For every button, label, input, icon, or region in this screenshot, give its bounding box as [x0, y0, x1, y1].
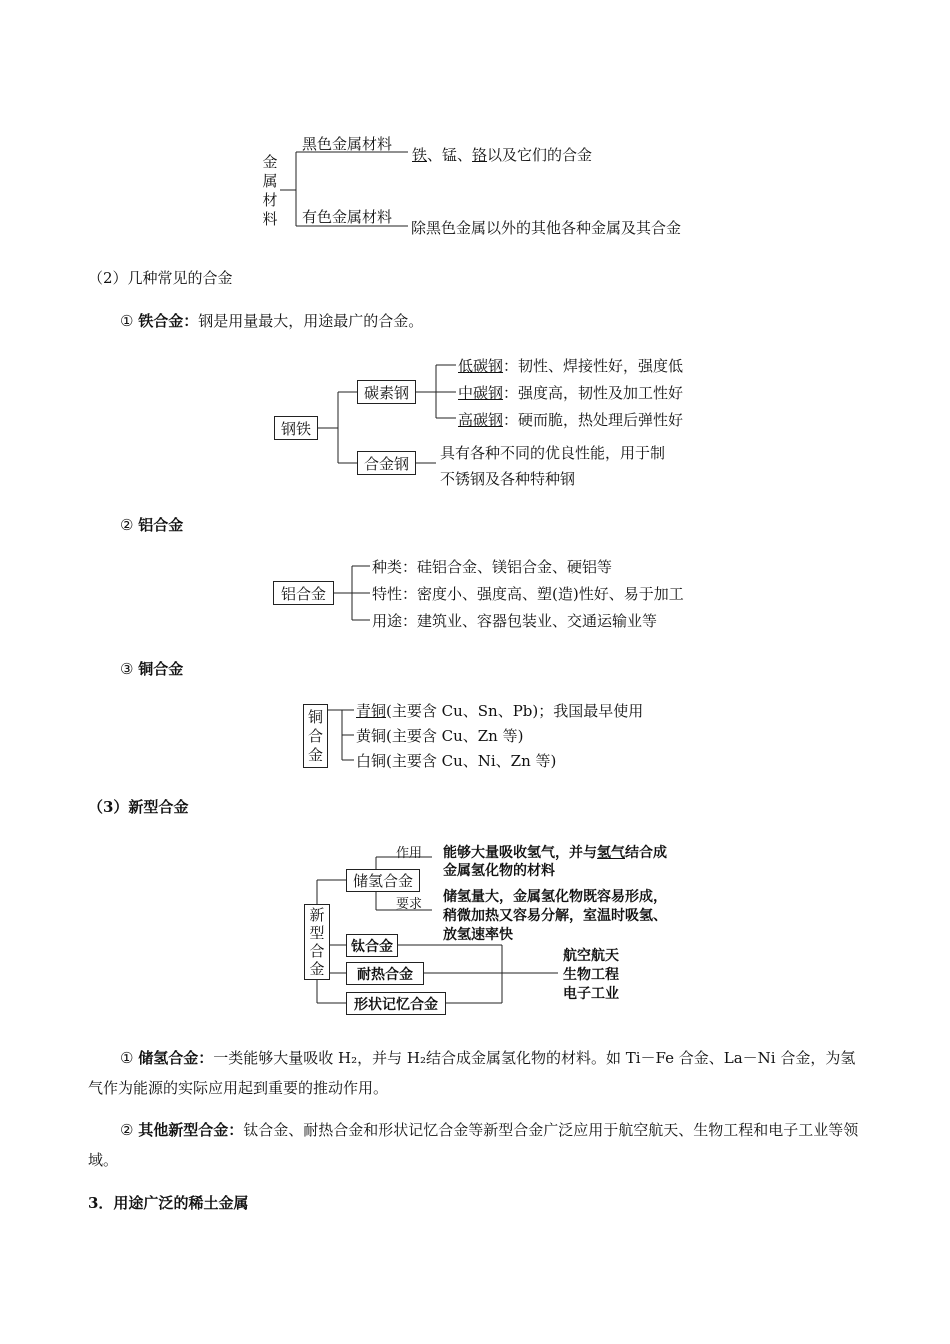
root-char: 金 — [309, 960, 325, 978]
root-char: 铜 — [307, 707, 323, 726]
low-carbon-label: 低碳钢 — [458, 357, 504, 375]
application-aerospace: 航空航天 — [563, 948, 619, 964]
aluminum-alloy-title — [120, 514, 183, 535]
copper-alloy-title — [120, 658, 183, 679]
aluminum-alloy-label: 铝合金 — [138, 516, 184, 534]
root-char: 金 — [307, 745, 323, 764]
requirement-line-1: 储氢量大，金属氢化物既容易形成， — [443, 889, 667, 905]
role-text-line-1 — [443, 842, 667, 862]
item-number: ① — [120, 1049, 134, 1067]
section-3-heading: （3）新型合金 — [88, 798, 189, 816]
role-text-line-2: 金属氢化物的材料 — [443, 863, 555, 879]
ferrous-items — [412, 144, 592, 165]
low-carbon-desc: ：韧性、焊接性好，强度低 — [503, 357, 684, 375]
brass-line: 黄铜(主要含 Cu、Zn 等) — [356, 727, 524, 745]
medium-carbon-steel — [458, 382, 683, 403]
metal-materials-root — [261, 153, 279, 229]
medium-carbon-label: 中碳钢 — [458, 384, 504, 402]
requirement-label: 要求 — [396, 897, 423, 912]
iron-item: 铁 — [412, 146, 428, 164]
other-new-alloys-paragraph — [88, 1115, 870, 1175]
section-rare-earth-heading: 3．用途广泛的稀土金属 — [88, 1194, 249, 1212]
root-char: 合 — [309, 942, 325, 960]
root-char: 金 — [262, 153, 278, 171]
ferrous-label: 黑色金属材料 — [302, 135, 393, 153]
item-number: ③ — [120, 660, 134, 678]
hydrogen-storage-box: 储氢合金 — [346, 869, 420, 892]
high-carbon-steel — [458, 409, 683, 430]
root-char: 材 — [262, 191, 278, 209]
high-carbon-label: 高碳钢 — [458, 411, 504, 429]
nonferrous-desc: 除黑色金属以外的其他各种金属及其合金 — [411, 219, 682, 237]
manganese-item: 、锰、 — [427, 146, 473, 164]
steel-root-box: 钢铁 — [274, 416, 318, 440]
titanium-alloy-box: 钛合金 — [346, 934, 398, 957]
item-number: ① — [120, 312, 134, 330]
bronze-desc: (主要含 Cu、Sn、Pb)；我国最早使用 — [386, 702, 644, 720]
role-label: 作用 — [396, 846, 423, 861]
aluminum-kinds: 种类：硅铝合金、镁铝合金、硬铝等 — [372, 558, 613, 576]
item-number: ② — [120, 1121, 134, 1139]
alloy-steel-box: 合金钢 — [357, 451, 416, 475]
root-char: 料 — [262, 210, 278, 228]
paragraph-bold-term: 储氢合金： — [138, 1049, 214, 1067]
high-carbon-desc: ：硬而脆，热处理后弹性好 — [503, 411, 684, 429]
low-carbon-steel — [458, 355, 683, 376]
iron-alloy-label: 铁合金： — [138, 312, 199, 330]
item-number: ② — [120, 516, 134, 534]
nonferrous-label: 有色金属材料 — [302, 208, 393, 226]
hydrogen-storage-paragraph — [88, 1043, 870, 1103]
copper-root-box — [303, 704, 328, 768]
iron-alloy-title — [120, 310, 423, 331]
copper-alloy-label: 铜合金 — [138, 660, 184, 678]
role-text-part: 结合成 — [625, 845, 667, 861]
alloy-steel-desc-2: 不锈钢及各种特种钢 — [440, 470, 576, 488]
aluminum-root-box: 铝合金 — [273, 581, 334, 605]
section-2-heading: （2）几种常见的合金 — [88, 269, 233, 287]
root-char: 合 — [307, 726, 323, 745]
bronze-label: 青铜 — [356, 702, 387, 720]
white-copper-line: 白铜(主要含 Cu、Ni、Zn 等) — [356, 752, 557, 770]
root-char: 新 — [309, 906, 325, 924]
chromium-item: 铬 — [472, 146, 488, 164]
role-text-part: 能够大量吸收氢气，并与 — [443, 845, 597, 861]
requirement-line-2: 稍微加热又容易分解，室温时吸氢、 — [443, 908, 667, 924]
application-bioengineering: 生物工程 — [563, 967, 619, 983]
heat-resistant-alloy-box: 耐热合金 — [346, 962, 424, 985]
paragraph-text: 一类能够大量吸收 H₂，并与 H₂结合成金属氢化物的材料。如 Ti－Fe 合金、La－Ni 合金，为氢气作为能源的实际应用起到重要的推动作用。 — [88, 1049, 856, 1097]
bronze-line — [356, 700, 643, 721]
ferrous-suffix: 以及它们的合金 — [487, 146, 593, 164]
medium-carbon-desc: ：强度高，韧性及加工性好 — [503, 384, 684, 402]
new-alloy-root-box — [304, 904, 330, 980]
carbon-steel-box: 碳素钢 — [357, 380, 416, 404]
requirement-line-3: 放氢速率快 — [443, 927, 513, 943]
aluminum-properties: 特性：密度小、强度高、塑(造)性好、易于加工 — [372, 585, 684, 603]
root-char: 属 — [262, 172, 278, 190]
application-electronics: 电子工业 — [563, 986, 619, 1002]
paragraph-text: 钛合金、耐热合金和形状记忆合金等新型合金广泛应用于航空航天、生物工程和电子工业等领域。 — [88, 1121, 859, 1169]
role-text-hydrogen: 氢气 — [597, 845, 625, 861]
alloy-steel-desc-1: 具有各种不同的优良性能，用于制 — [440, 444, 666, 462]
shape-memory-alloy-box: 形状记忆合金 — [346, 992, 446, 1015]
paragraph-bold-term: 其他新型合金： — [138, 1121, 244, 1139]
root-char: 型 — [309, 924, 325, 942]
iron-alloy-desc: 钢是用量最大，用途最广的合金。 — [198, 312, 424, 330]
aluminum-uses: 用途：建筑业、容器包装业、交通运输业等 — [372, 612, 658, 630]
